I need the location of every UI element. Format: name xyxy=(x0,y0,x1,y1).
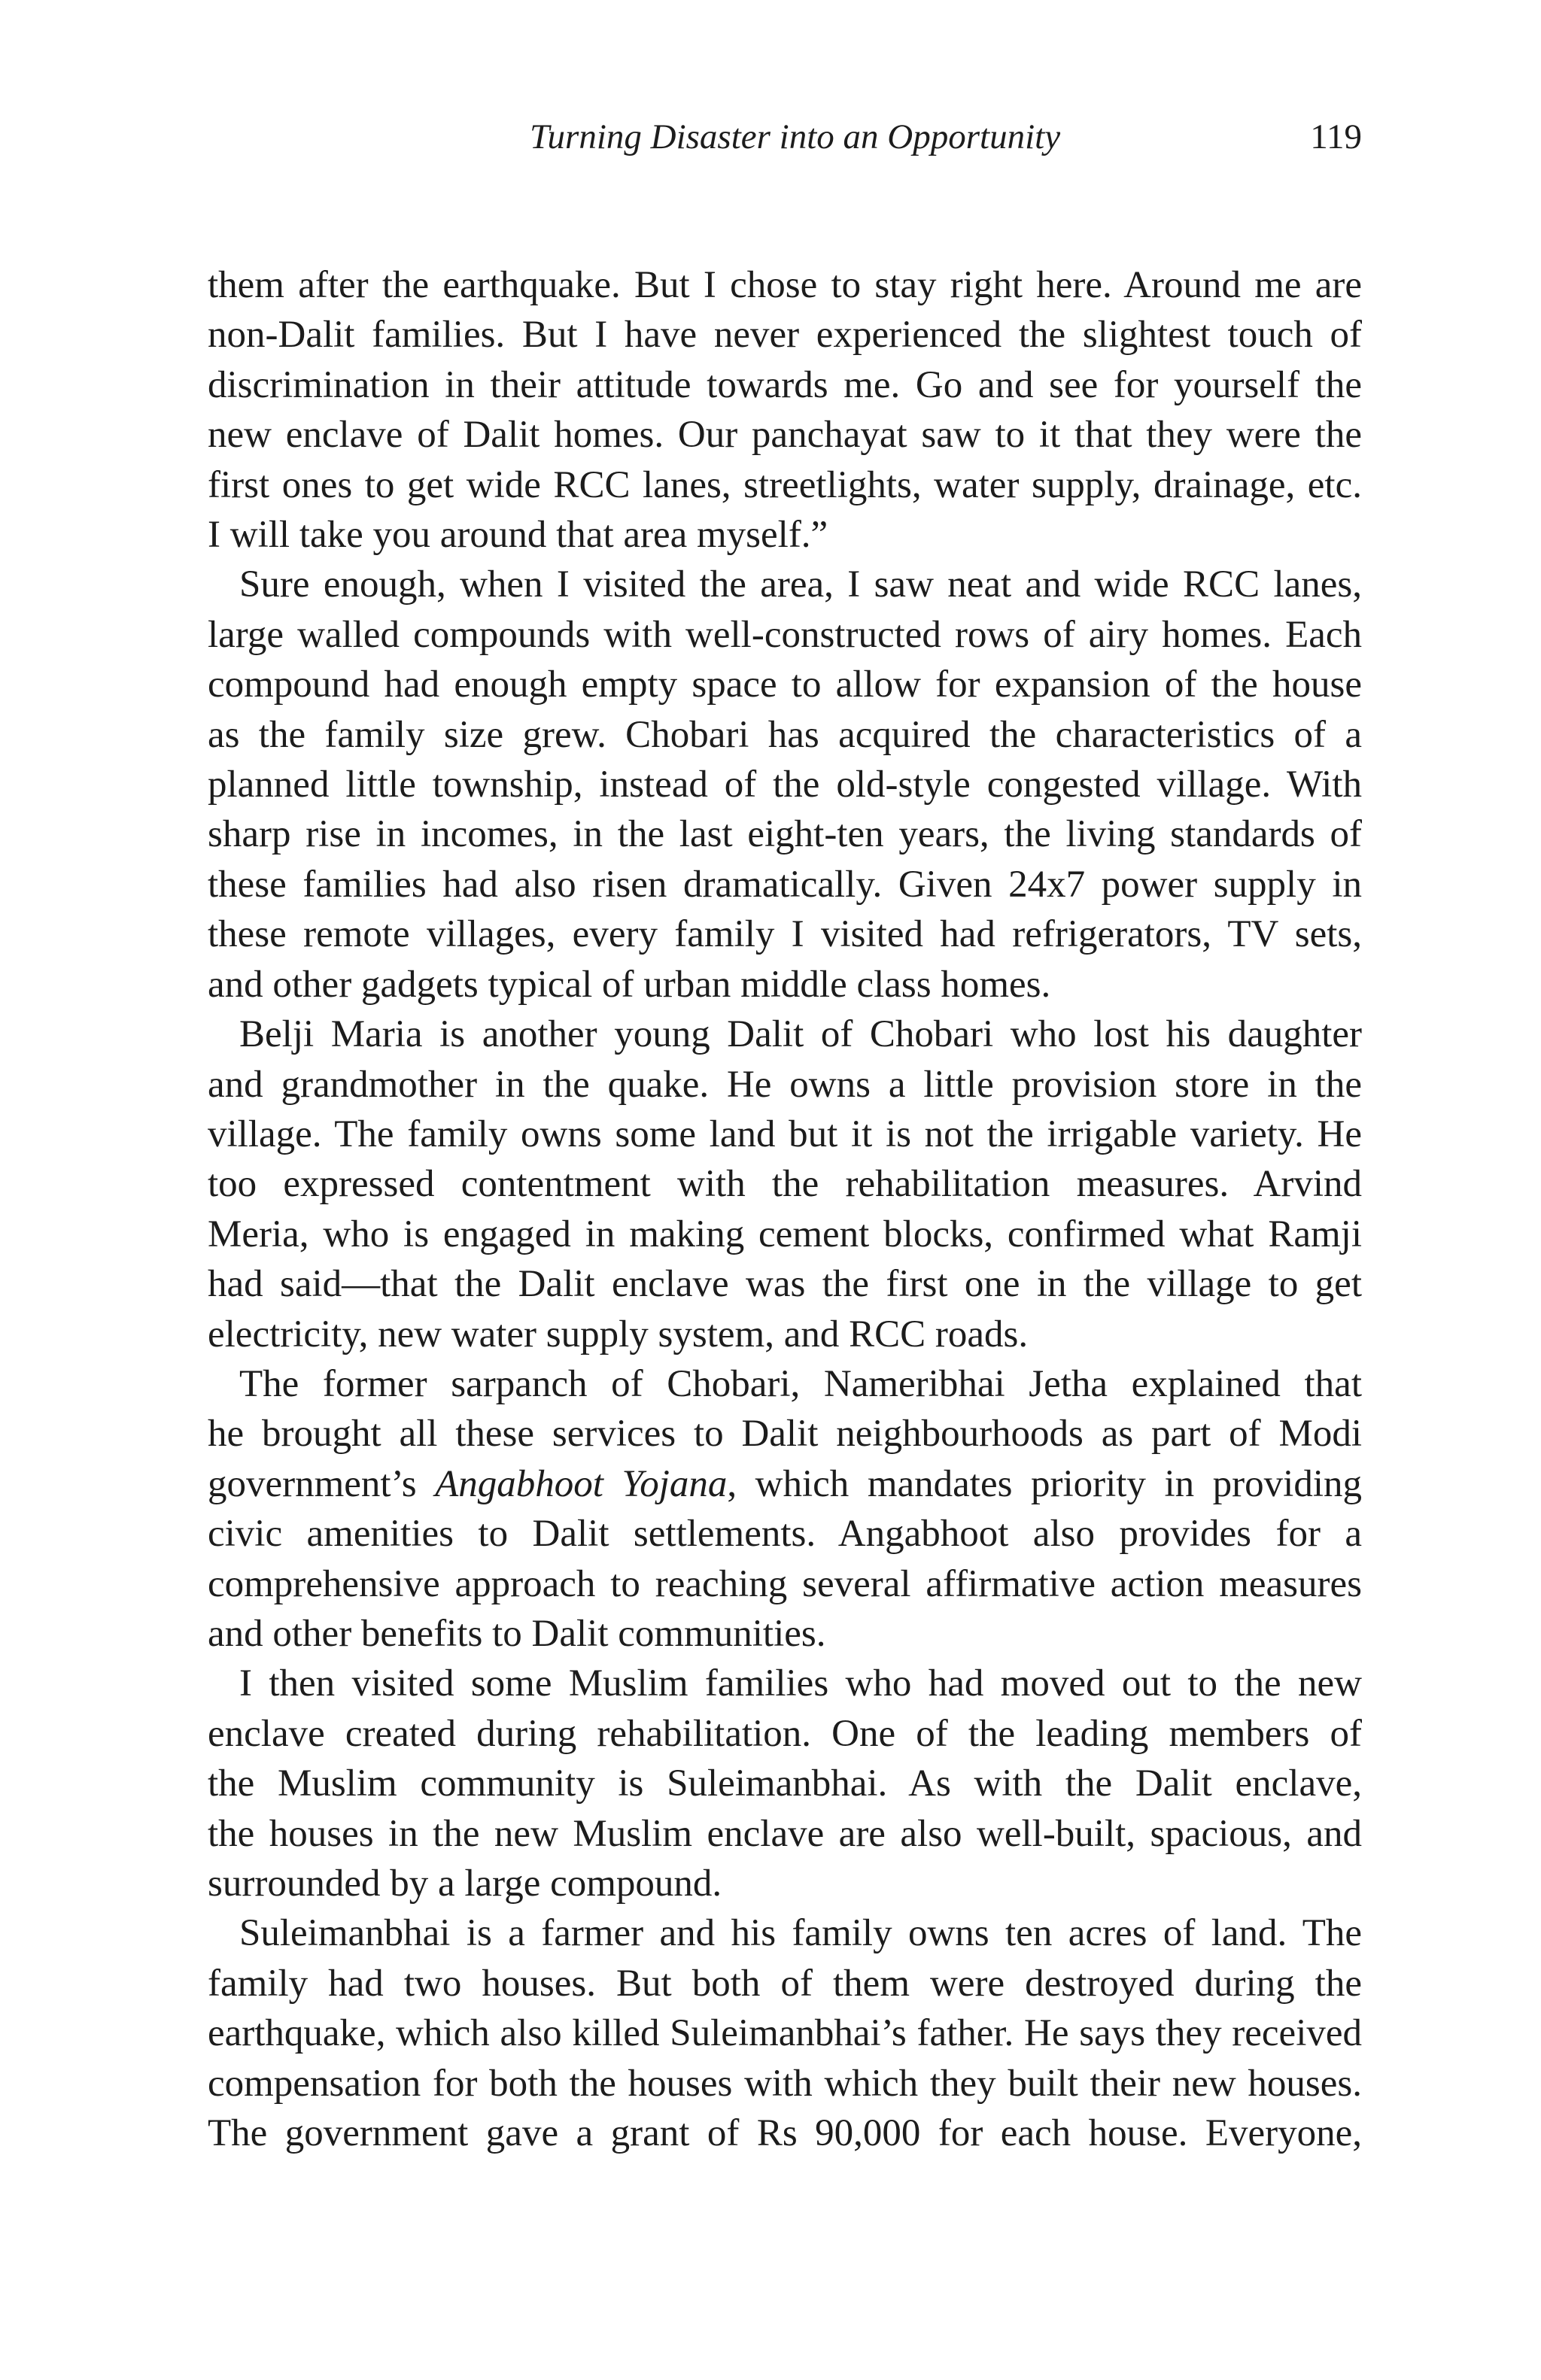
text-line: the houses in the new Muslim enclave are also well-built, spacious, and xyxy=(208,1812,1362,1855)
text-line: The former sarpanch of Chobari, Nameribhai Jetha explained that xyxy=(239,1362,1362,1405)
text-line: I then visited some Muslim families who had moved out to the new xyxy=(239,1662,1362,1705)
text-line: had said—that the Dalit enclave was the first one in the village to get xyxy=(208,1263,1362,1306)
text-line: compensation for both the houses with which they built their new houses. xyxy=(208,2062,1362,2105)
text-line: these families had also risen dramatically. Given 24x7 power supply in xyxy=(208,863,1362,906)
text-line: non-Dalit families. But I have never experienced the slightest touch of xyxy=(208,314,1362,357)
text-fragment: government’s xyxy=(208,1462,436,1505)
text-line: discrimination in their attitude towards me. Go and see for yourself the xyxy=(208,363,1362,406)
text-line: these remote villages, every family I visited had refrigerators, TV sets, xyxy=(208,913,1362,956)
text-line: new enclave of Dalit homes. Our panchayat saw to it that they were the xyxy=(208,414,1362,457)
text-line: family had two houses. But both of them were destroyed during the xyxy=(208,1962,1362,2005)
text-line: Suleimanbhai is a farmer and his family owns ten acres of land. The xyxy=(239,1912,1362,1955)
text-line: compound had enough empty space to allow for expansion of the house xyxy=(208,663,1362,706)
text-line: planned little township, instead of the old-style congested village. With xyxy=(208,763,1362,806)
text-line: surrounded by a large compound. xyxy=(208,1862,722,1905)
text-line: Meria, who is engaged in making cement blocks, confirmed what Ramji xyxy=(208,1213,1362,1255)
paragraph-5 xyxy=(208,1659,1362,1908)
text-line: first ones to get wide RCC lanes, streetlights, water supply, drainage, etc. xyxy=(208,463,1362,506)
text-line: civic amenities to Dalit settlements. Angabhoot also provides for a xyxy=(208,1513,1362,1556)
text-line: the Muslim community is Suleimanbhai. As with the Dalit enclave, xyxy=(208,1762,1362,1805)
text-line: as the family size grew. Chobari has acquired the characteristics of a xyxy=(208,713,1362,756)
text-line: Belji Maria is another young Dalit of Chobari who lost his daughter xyxy=(239,1013,1362,1056)
paragraph-3 xyxy=(208,1009,1362,1359)
text-line: large walled compounds with well-constructed rows of airy homes. Each xyxy=(208,613,1362,656)
text-line: Sure enough, when I visited the area, I saw neat and wide RCC lanes, xyxy=(239,563,1362,606)
text-line: too expressed contentment with the rehabilitation measures. Arvind xyxy=(208,1163,1362,1206)
text-line: them after the earthquake. But I chose to stay right here. Around me are xyxy=(208,264,1362,306)
paragraph-6 xyxy=(208,1908,1362,2158)
italic-scheme-name: Angabhoot Yojana xyxy=(435,1462,728,1505)
text-line: I will take you around that area myself.” xyxy=(208,514,828,557)
running-head xyxy=(208,114,1362,159)
text-fragment: , which mandates priority in providing xyxy=(727,1462,1362,1505)
page-number: 119 xyxy=(1310,117,1362,156)
text-line: earthquake, which also killed Suleimanbhai’s father. He says they received xyxy=(208,2012,1362,2055)
paragraph-1 xyxy=(208,260,1362,560)
text-line: comprehensive approach to reaching several affirmative action measures xyxy=(208,1562,1362,1605)
paragraph-4 xyxy=(208,1359,1362,1659)
paragraph-2 xyxy=(208,560,1362,1009)
text-line: and grandmother in the quake. He owns a little provision store in the xyxy=(208,1063,1362,1106)
text-line: village. The family owns some land but it is not the irrigable variety. He xyxy=(208,1113,1362,1155)
text-line: electricity, new water supply system, and RCC roads. xyxy=(208,1313,1029,1355)
text-line-with-italic xyxy=(208,1459,1362,1509)
text-line: and other gadgets typical of urban middle class homes. xyxy=(208,963,1051,1006)
text-line: and other benefits to Dalit communities. xyxy=(208,1612,826,1655)
text-line: he brought all these services to Dalit neighbourhoods as part of Modi xyxy=(208,1413,1362,1456)
body-text xyxy=(208,260,1362,2158)
text-line: The government gave a grant of Rs 90,000 for each house. Everyone, xyxy=(208,2112,1362,2155)
running-title: Turning Disaster into an Opportunity xyxy=(530,117,1061,156)
text-line: enclave created during rehabilitation. One of the leading members of xyxy=(208,1712,1362,1755)
text-line: sharp rise in incomes, in the last eight-ten years, the living standards of xyxy=(208,813,1362,856)
